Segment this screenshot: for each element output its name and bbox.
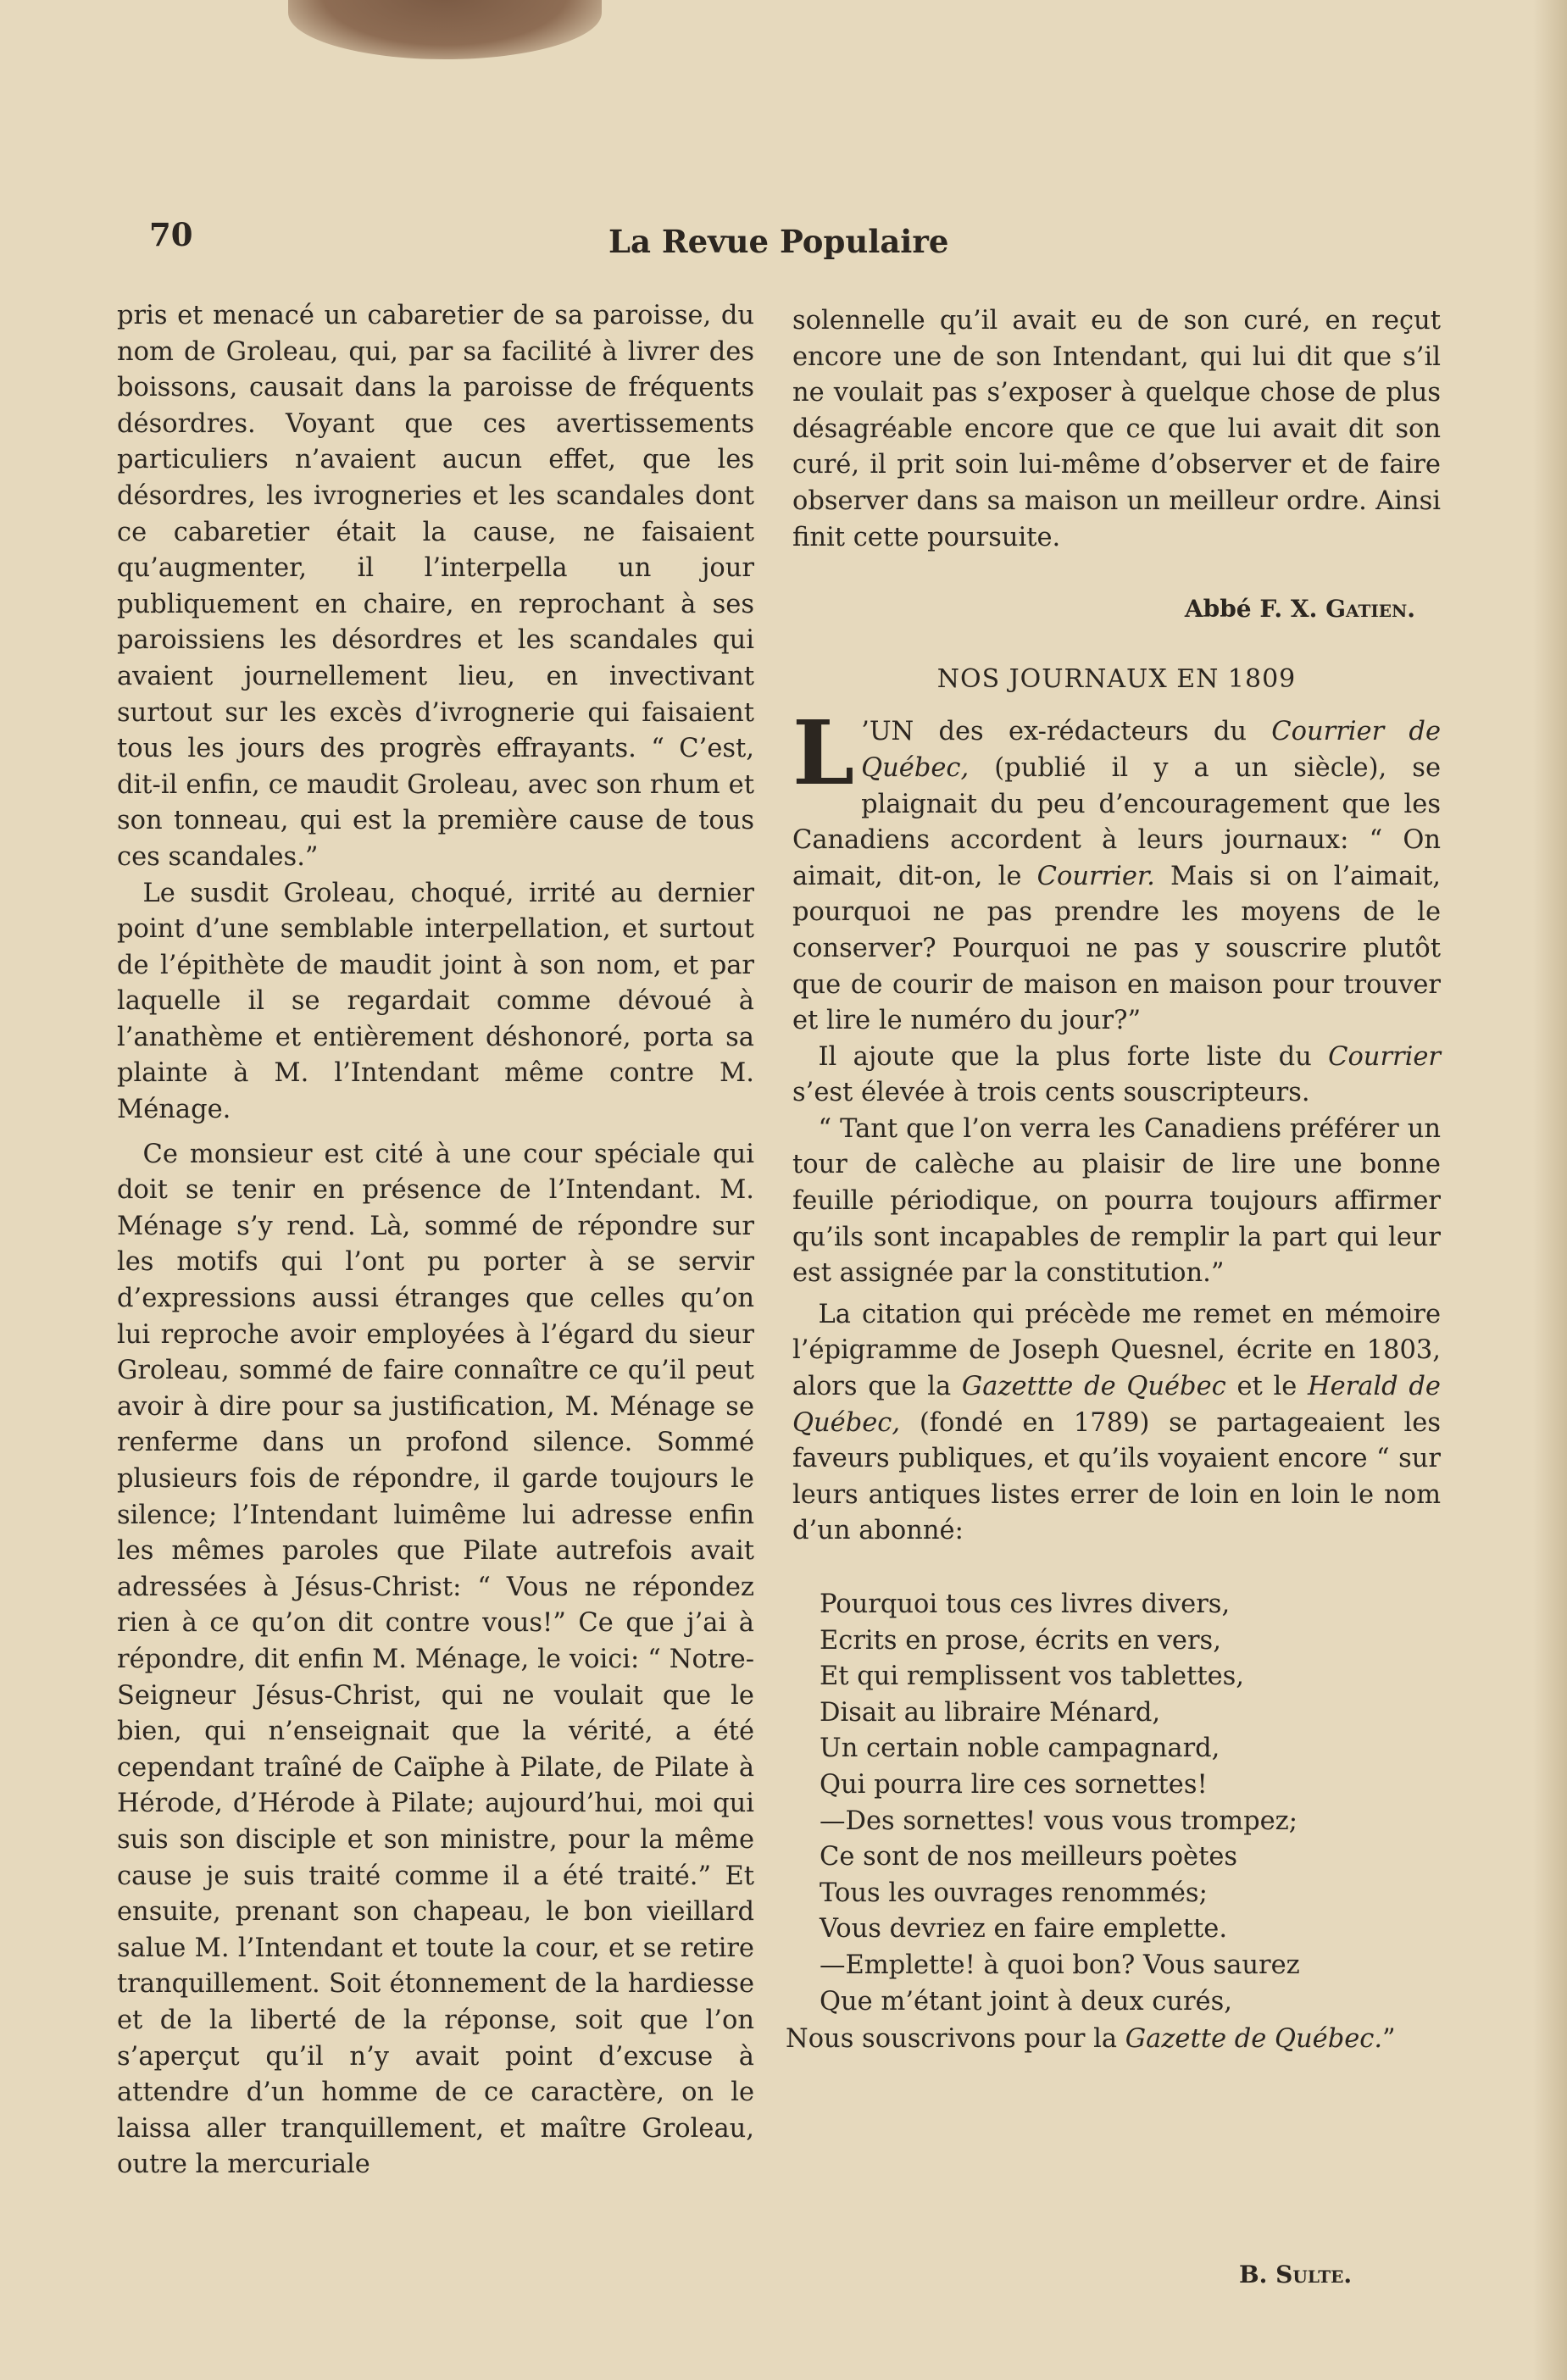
paragraph: solennelle qu’il avait eu de son curé, en reçut encore une de son Intendant, qui lui dit que s’il ne voulait pas s’exposer à quelque chose de plus désagréable encore que ce que lui avait dit son curé, il prit soin lui-même d’observer et de faire observer dans sa maison un meilleur ordre. Ainsi finit cette poursuite. [792, 306, 1441, 552]
poem-line: —Emplette! à quoi bon? Vous saurez [820, 1950, 1300, 1980]
poem [786, 1587, 1441, 2058]
paragraph: L ’UN des ex-rédacteurs du Courrier de Québec, (publié il y a un siècle), se plaignait du peu d’encouragement que les Canadiens accordent à leurs journaux: “ On aimait, dit-on, le Courrier. Mais si on l’aimait, pourquoi ne pas prendre les moyens de le conserver? Pourquoi ne pas y souscrire plutôt que de courir de maison en maison pour trouver et lire le numéro du jour?” [792, 701, 1442, 1036]
poem-line: Ce sont de nos meilleurs poètes [820, 1842, 1238, 1872]
page-header [0, 216, 1567, 267]
coffee-stain [288, 0, 602, 59]
journal-title: La Revue Populaire [608, 223, 949, 260]
poem-line: Tous les ouvrages renommés; [820, 1878, 1208, 1908]
right-column [786, 303, 1442, 2058]
paragraph: “ Tant que l’on verra les Canadiens préférer un tour de calèche au plaisir de lire une bonne feuille périodique, on pourra toujours affirmer qu’ils sont incapables de remplir la part qui leur est assignée par la constitution.” [792, 1113, 1441, 1289]
poem-line: Qui pourra lire ces sornettes! [820, 1769, 1208, 1800]
poem-line: Et qui remplissent vos tablettes, [820, 1662, 1244, 1692]
poem-line: Vous devriez en faire emplette. [820, 1914, 1228, 1944]
signature-sulte: B. Sulte. [1239, 2261, 1353, 2288]
poem-line: Disait au libraire Ménard, [820, 1697, 1161, 1728]
drop-cap: L [792, 701, 855, 806]
paragraph: Ce monsieur est cité à une cour spéciale qui doit se tenir en présence de l’Intendant. M. Ménage s’y rend. Là, sommé de répondre sur les motifs qui l’ont pu porter à se servir d’expressions aussi étranges que celles qu’on lui reproche avoir employées à l’égard du sieur Groleau, sommé de faire connaître ce qu’il peut avoir à dire pour sa justification, M. Ménage se renferme dans un profond silence. Sommé plusieurs fois de répondre, il garde toujours le silence; l’Intendant luimême lui adresse enfin les mêmes paroles que Pilate autrefois avait adressées à Jésus-Christ: “ Vous ne répondez rien à ce qu’on dit contre vous!” Ce que j’ai à répondre, dit enfin M. Ménage, le voici: “ Notre-Seigneur Jésus-Christ, qui ne voulait que le bien, qui n’enseignait que la vérité, a été cependant traîné de Caïphe à Pilate, de Pilate à Hérode, d’Hérode à Pilate; aujourd’hui, moi qui suis son disciple et son ministre, pour la même cause je suis traité comme il a été traité.” Et ensuite, prenant son chapeau, le bon vieillard salue M. l’Intendant et toute la cour, et se retire tranquillement. Soit étonnement de la hardiesse et de la liberté de la réponse, soit que l’on s’aperçut qu’il n’y avait point d’excuse à attendre d’un homme de ce caractère, on le laissa aller tranquillement, et maître Groleau, outre la mercuriale [117, 1139, 754, 2180]
poem-line: Nous souscrivons pour la Gazette de Québec.” [786, 2024, 1396, 2055]
paragraph: Il ajoute que la plus forte liste du Courrier s’est élevée à trois cents souscripteurs. [792, 1041, 1441, 1108]
paragraph: pris et menacé un cabaretier de sa paroisse, du nom de Groleau, qui, par sa facilité à livrer des boissons, causait dans la paroisse de fréquents désordres. Voyant que ces avertissements particuliers n’avaient aucun effet, que les désordres, les ivrogneries et les scandales dont ce cabaretier était la cause, ne faisaient qu’augmenter, il l’interpella un jour publiquement en chaire, en reprochant à ses paroissiens les désordres et les scandales qui avaient journellement lieu, en invectivant surtout sur les excès d’ivrognerie qui faisaient tous les jours des progrès effrayants. “ C’est, dit-il enfin, ce maudit Groleau, avec son rhum et son tonneau, qui est la première cause de tous ces scandales.” [117, 301, 754, 872]
left-column [117, 298, 754, 2183]
page-number: 70 [149, 216, 193, 253]
poem-line: Ecrits en prose, écrits en vers, [820, 1625, 1221, 1656]
poem-line: Un certain noble campagnard, [820, 1734, 1220, 1764]
poem-line: Que m’étant joint à deux curés, [820, 1986, 1232, 2017]
section-title: NOS JOURNAUX EN 1809 [936, 663, 1297, 694]
paragraph: La citation qui précède me remet en mémoire l’épigramme de Joseph Quesnel, écrite en 1803, alors que la Gazettte de Québec et le Herald de Québec, (fondé en 1789) se partageaient les faveurs publiques, et qu’ils voyaient encore “ sur leurs antiques listes errer de loin en loin le nom d’un abonné: [792, 1299, 1441, 1546]
poem-line: —Des sornettes! vous vous trompez; [820, 1806, 1298, 1836]
page-edge-shadow [1533, 0, 1567, 2380]
paragraph: Le susdit Groleau, choqué, irrité au dernier point d’une semblable interpellation, et surtout de l’épithète de maudit joint à son nom, et par laquelle il se regardait comme dévoué à l’anathème et entièrement déshonoré, porta sa plainte à M. l’Intendant même contre M. Ménage. [117, 878, 754, 1125]
signature-gatien: Abbé F. X. Gatien. [1184, 595, 1415, 624]
poem-line: Pourquoi tous ces livres divers, [820, 1589, 1231, 1619]
